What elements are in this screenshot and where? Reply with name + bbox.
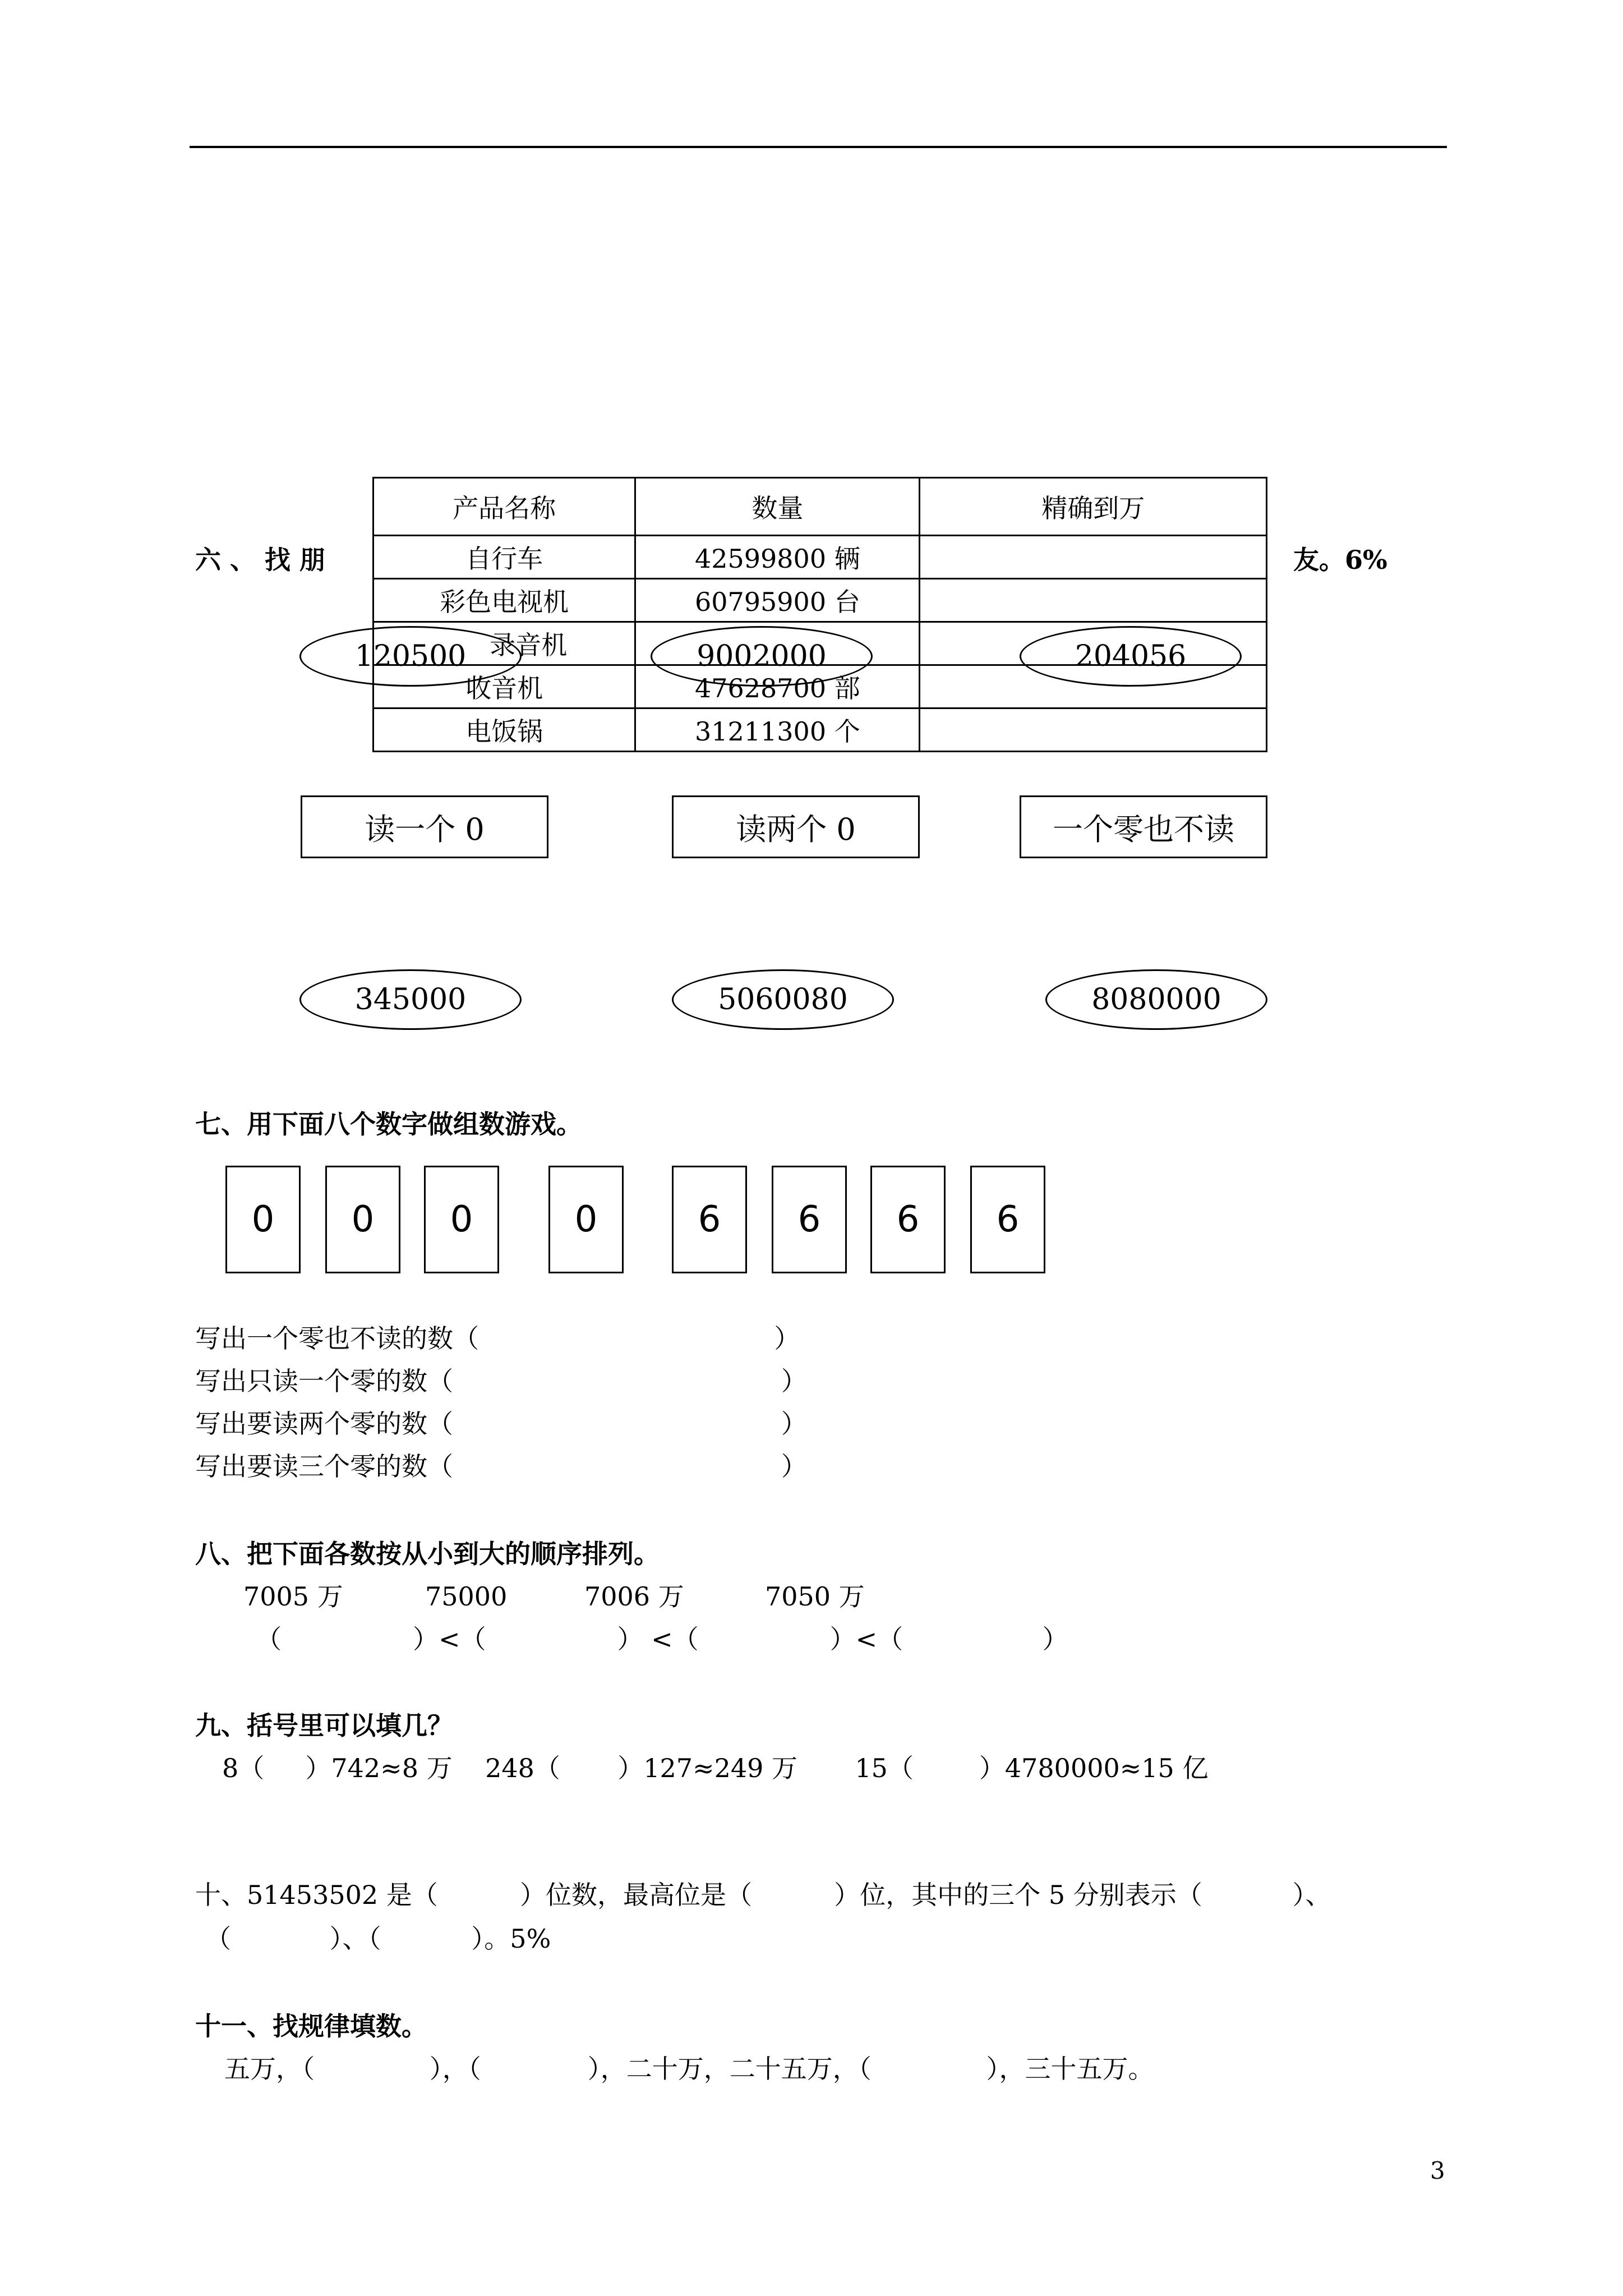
table-row [374,536,1267,579]
number-oval[interactable]: 8080000 [1045,969,1267,1030]
section8-title: 八、把下面各数按从小到大的顺序排列。 [195,1539,660,1569]
number-oval[interactable]: 5060080 [672,969,894,1030]
answer-line: 写出要读三个零的数（ ） [195,1451,807,1481]
section10-line2: （ ）、（ ）。5% [205,1924,551,1954]
table-header-cell: 产品名称 [374,478,635,536]
answer-line: 写出要读两个零的数（ ） [195,1409,807,1439]
section11-title: 十一、找规律填数。 [195,2011,427,2041]
table-cell [920,708,1267,752]
number-item: 75000 [425,1581,508,1612]
table-cell: 60795900 台 [635,579,920,622]
table-row [374,579,1267,622]
answer-line: 写出一个零也不读的数（ ） [195,1323,800,1354]
table-cell: 42599800 辆 [635,536,920,579]
header-rule [190,146,1447,148]
digit-card: 6 [970,1166,1045,1273]
table-cell: 31211300 个 [635,708,920,752]
section6-title-left: 六 、 找 朋 [195,545,326,575]
table-cell: 电饭锅 [374,708,635,752]
table-header-row [374,478,1267,536]
table-row [374,708,1267,752]
table-cell: 47628700 部 [635,665,920,708]
number-item: 7005 万 [243,1581,343,1612]
estimation-line: 8（ ）742≈8 万 248（ ）127≈249 万 15（ ）4780000≈15 亿 [222,1753,1209,1783]
number-oval[interactable]: 9002000 [651,626,873,687]
category-box-read-two-zeros[interactable]: 读两个 0 [672,795,920,858]
answer-line: 写出只读一个零的数（ ） [195,1366,807,1396]
number-item: 7006 万 [584,1581,684,1612]
table-cell [920,536,1267,579]
number-oval[interactable]: 204056 [1020,626,1242,687]
page-number: 3 [1430,2157,1445,2184]
digit-card: 6 [672,1166,747,1273]
digit-card: 0 [325,1166,400,1273]
digit-card: 0 [548,1166,624,1273]
ordering-answer-line: （ ）<（ ） <（ ）<（ ） [256,1624,1068,1654]
table-cell: 彩色电视机 [374,579,635,622]
section10-line1: 十、51453502 是（ ）位数，最高位是（ ）位，其中的三个 5 分别表示（ ）、 [195,1880,1331,1910]
table-cell [920,579,1267,622]
table-header-cell: 数量 [635,478,920,536]
section6-title-right: 友。6% [1293,545,1387,575]
section9-title: 九、括号里可以填几？ [195,1710,453,1741]
number-oval[interactable]: 345000 [299,969,522,1030]
category-box-read-one-zero[interactable]: 读一个 0 [301,795,548,858]
number-oval[interactable]: 120500 [299,626,522,687]
section7-title: 七、用下面八个数字做组数游戏。 [195,1109,582,1139]
digit-card: 6 [772,1166,847,1273]
digit-card: 6 [870,1166,946,1273]
category-box-read-no-zero[interactable]: 一个零也不读 [1020,795,1267,858]
digit-card: 0 [424,1166,499,1273]
product-table [372,477,1267,752]
table-cell: 收音机 [374,665,635,708]
pattern-line: 五万，（ ），（ ），二十万，二十五万，（ ），三十五万。 [224,2054,1154,2084]
table-cell: 自行车 [374,536,635,579]
table-header-cell: 精确到万 [920,478,1267,536]
number-item: 7050 万 [765,1581,865,1612]
table-cell: 录音机 [374,622,635,665]
digit-card: 0 [225,1166,301,1273]
